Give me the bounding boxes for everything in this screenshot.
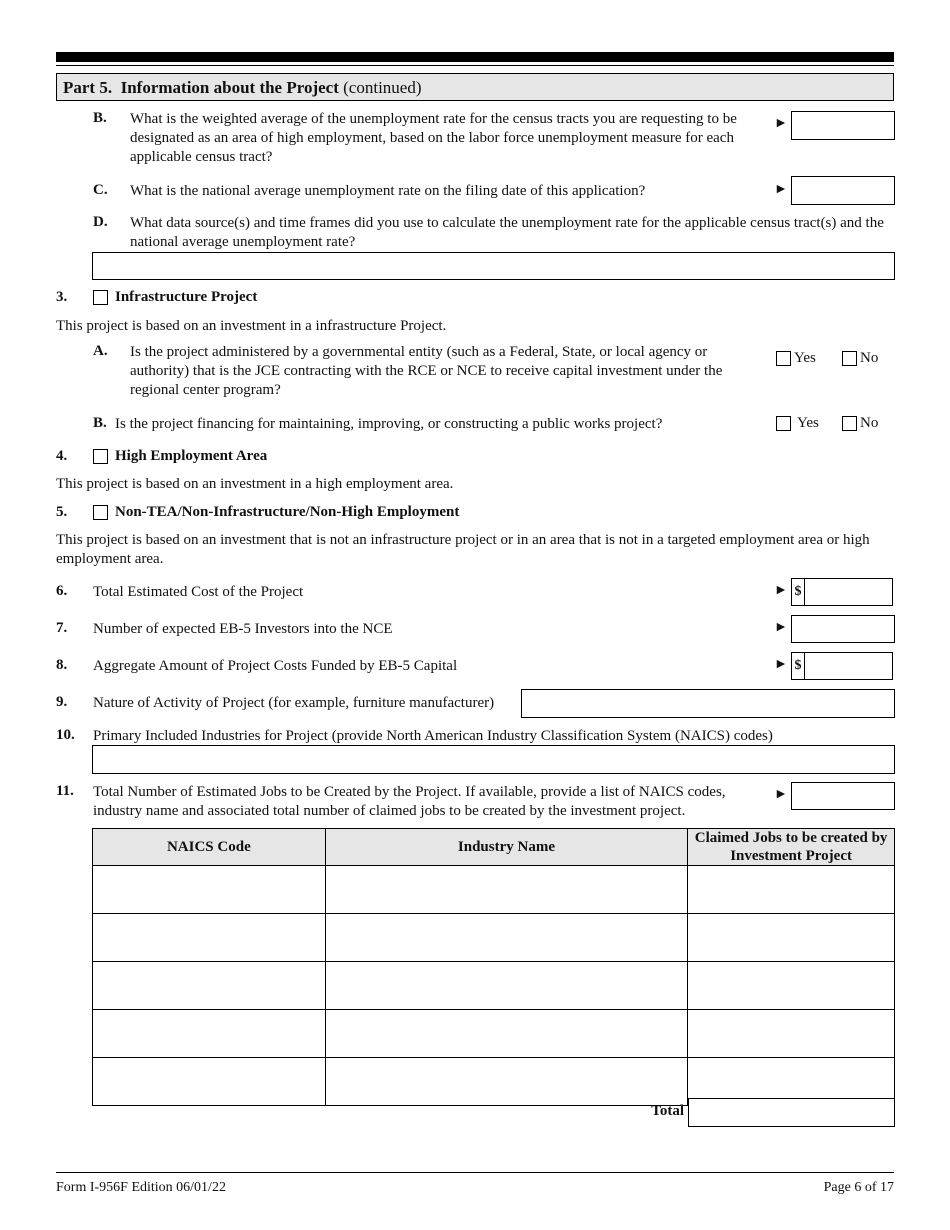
- industry-name-cell[interactable]: [325, 1058, 688, 1106]
- q3a-text: Is the project administered by a governmental entity (such as a Federal, State, or local agency or authority) that is the JCE contracting with the RCE or NCE to receive capital investment under the regional center program?: [130, 344, 723, 398]
- table-row: [93, 866, 895, 914]
- q3a-yes-label: Yes: [794, 350, 816, 366]
- q11-number: 11.: [56, 783, 74, 799]
- naics-code-cell[interactable]: [93, 914, 326, 962]
- naics-code-cell[interactable]: [93, 866, 326, 914]
- item-d-input[interactable]: [92, 252, 895, 280]
- industry-name-cell[interactable]: [325, 962, 688, 1010]
- part-continued: (continued): [343, 78, 422, 97]
- table-row: [93, 914, 895, 962]
- item-b-arrow-icon: ►: [774, 116, 788, 131]
- q10-number: 10.: [56, 727, 75, 743]
- item-b-text: What is the weighted average of the unemployment rate for the census tracts you are requesting to be designated as an area of high employment, based on the labor force unemployment measure for each applicable census tract?: [130, 111, 737, 165]
- item-c-arrow-icon: ►: [774, 182, 788, 197]
- q4-checkbox[interactable]: [93, 449, 108, 464]
- item-d-text: What data source(s) and time frames did you use to calculate the unemployment rate for the applicable census tract(s) and the national average unemployment rate?: [130, 215, 884, 250]
- q5-checkbox[interactable]: [93, 505, 108, 520]
- q6-dollar-sign: $: [792, 579, 805, 605]
- col-header-industry-name: Industry Name: [325, 829, 688, 866]
- q9-text: Nature of Activity of Project (for example, furniture manufacturer): [93, 695, 495, 711]
- claimed-jobs-cell[interactable]: [688, 1010, 895, 1058]
- part-label: Part 5.: [63, 78, 113, 97]
- q3b-text: Is the project financing for maintaining, improving, or constructing a public works project?: [115, 416, 663, 432]
- q7-input[interactable]: [791, 615, 895, 643]
- col-header-naics-code: NAICS Code: [93, 829, 326, 866]
- q8-arrow-icon: ►: [774, 657, 788, 672]
- industry-name-cell[interactable]: [325, 914, 688, 962]
- q8-text: Aggregate Amount of Project Costs Funded by EB-5 Capital: [93, 658, 458, 674]
- total-label: Total: [651, 1103, 684, 1119]
- q10-input[interactable]: [92, 745, 895, 774]
- q3-checkbox[interactable]: [93, 290, 108, 305]
- naics-code-cell[interactable]: [93, 1058, 326, 1106]
- q3a-no-checkbox[interactable]: [842, 351, 857, 366]
- q5-title: Non-TEA/Non-Infrastructure/Non-High Employment: [115, 504, 460, 520]
- q6-amount-input[interactable]: [791, 578, 893, 606]
- industry-name-cell[interactable]: [325, 866, 688, 914]
- q6-number: 6.: [56, 583, 68, 599]
- q3-title: Infrastructure Project: [115, 289, 258, 305]
- q4-title: High Employment Area: [115, 448, 268, 464]
- q5-description: This project is based on an investment that is not an infrastructure project or in an area that is not in a targeted employment area or high employment area.: [56, 532, 870, 567]
- q3-description: This project is based on an investment in a infrastructure Project.: [56, 318, 447, 334]
- q3b-no-checkbox[interactable]: [842, 416, 857, 431]
- naics-code-cell[interactable]: [93, 962, 326, 1010]
- q4-number: 4.: [56, 448, 68, 464]
- total-input[interactable]: [688, 1098, 895, 1127]
- item-b-input[interactable]: [791, 111, 895, 140]
- q7-number: 7.: [56, 620, 68, 636]
- item-c-label: C.: [93, 182, 108, 198]
- q8-number: 8.: [56, 657, 68, 673]
- footer-page-number: Page 6 of 17: [823, 1180, 894, 1195]
- q4-description: This project is based on an investment in a high employment area.: [56, 476, 454, 492]
- naics-table: [92, 828, 895, 1106]
- table-row: [93, 1010, 895, 1058]
- q11-text: Total Number of Estimated Jobs to be Created by the Project. If available, provide a list of NAICS codes, industry name and associated total number of claimed jobs to be created by the investment project.: [93, 784, 726, 819]
- top-rule-thin: [56, 65, 894, 66]
- footer-rule: [56, 1172, 894, 1173]
- q3a-label: A.: [93, 343, 108, 359]
- footer-form-edition: Form I-956F Edition 06/01/22: [56, 1180, 226, 1195]
- q3b-yes-label: Yes: [797, 415, 819, 431]
- q6-text: Total Estimated Cost of the Project: [93, 584, 304, 600]
- q9-input[interactable]: [521, 689, 895, 718]
- table-row: [93, 962, 895, 1010]
- q3a-yes-checkbox[interactable]: [776, 351, 791, 366]
- q7-arrow-icon: ►: [774, 620, 788, 635]
- item-c-input[interactable]: [791, 176, 895, 205]
- top-rule-thick: [56, 52, 894, 62]
- q3-number: 3.: [56, 289, 68, 305]
- q11-input[interactable]: [791, 782, 895, 810]
- q9-number: 9.: [56, 694, 68, 710]
- naics-code-cell[interactable]: [93, 1010, 326, 1058]
- q5-number: 5.: [56, 504, 68, 520]
- q3b-label: B.: [93, 415, 107, 431]
- table-header-row: [93, 829, 895, 866]
- item-d-label: D.: [93, 214, 108, 230]
- industry-name-cell[interactable]: [325, 1010, 688, 1058]
- col-header-claimed-jobs: Claimed Jobs to be created by Investment Project: [688, 829, 895, 866]
- item-c-text: What is the national average unemployment rate on the filing date of this application?: [130, 183, 646, 199]
- q6-arrow-icon: ►: [774, 583, 788, 598]
- q11-arrow-icon: ►: [774, 787, 788, 802]
- q7-text: Number of expected EB-5 Investors into the NCE: [93, 621, 393, 637]
- q3b-yes-checkbox[interactable]: [776, 416, 791, 431]
- claimed-jobs-cell[interactable]: [688, 962, 895, 1010]
- part-header: [56, 73, 894, 101]
- item-b-label: B.: [93, 110, 107, 126]
- claimed-jobs-cell[interactable]: [688, 914, 895, 962]
- part-title: Information about the Project: [120, 78, 339, 97]
- claimed-jobs-cell[interactable]: [688, 866, 895, 914]
- q8-amount-input[interactable]: [791, 652, 893, 680]
- q3a-no-label: No: [860, 350, 879, 366]
- q8-dollar-sign: $: [792, 653, 805, 679]
- q10-text: Primary Included Industries for Project (provide North American Industry Classification System (NAICS) codes): [93, 728, 773, 744]
- q3b-no-label: No: [860, 415, 879, 431]
